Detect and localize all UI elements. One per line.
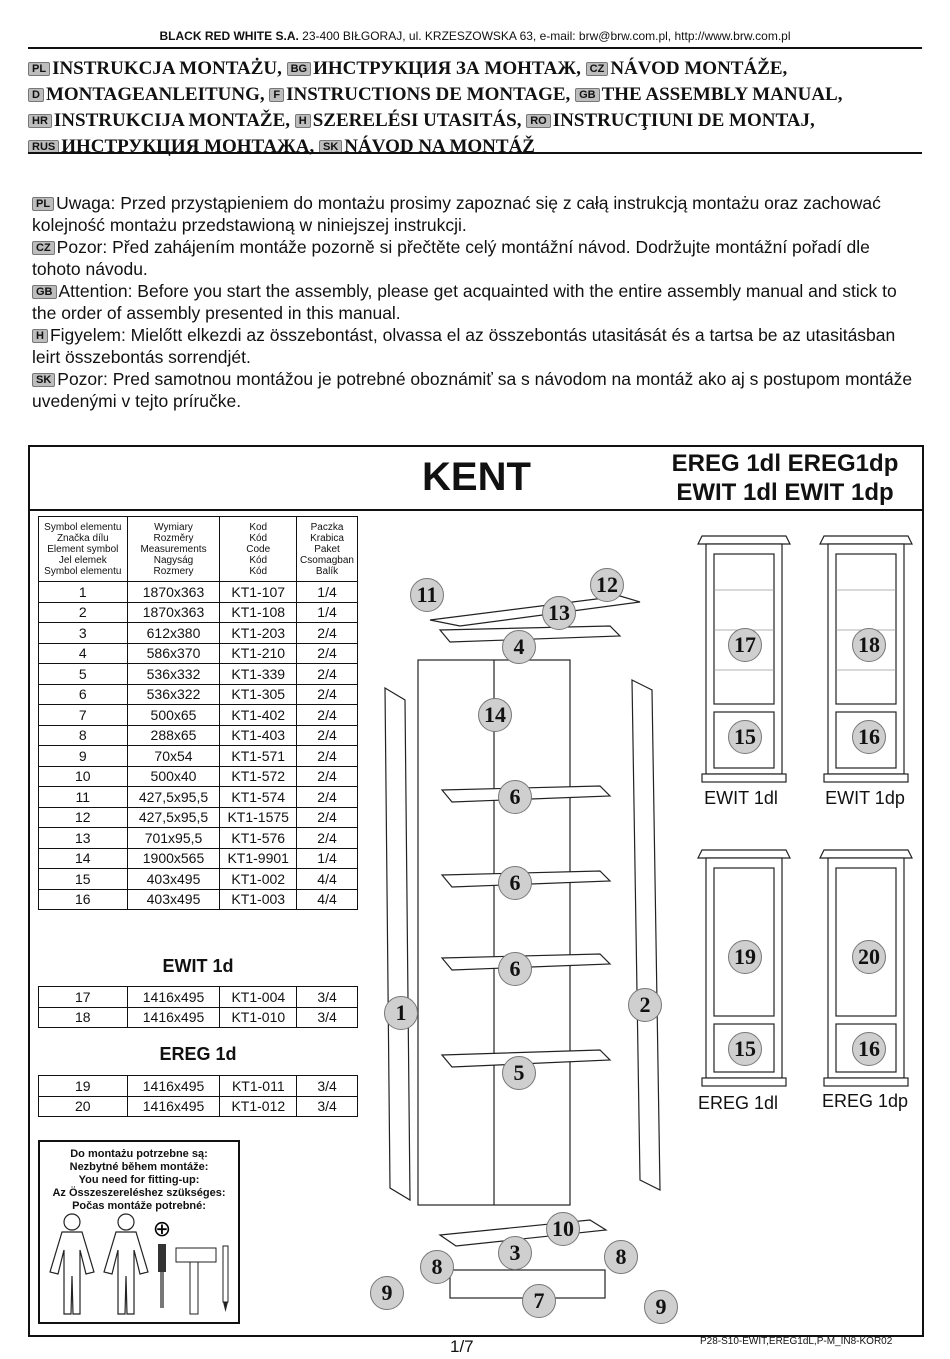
table-cell: 1/4 <box>297 602 358 623</box>
table-cell: KT1-9901 <box>220 848 297 869</box>
diagram-part-label: 3 <box>498 1236 532 1270</box>
table-cell: 288x65 <box>127 725 220 746</box>
frame-divider <box>28 509 922 511</box>
lang-tag: CZ <box>586 62 609 76</box>
parts-table <box>38 516 358 910</box>
diagram-part-label: 7 <box>522 1284 556 1318</box>
variant-label-ereg-dl: EREG 1dl <box>697 1093 779 1113</box>
note-text: Figyelem: Mielőtt elkezdi az összebontást, olvassa el az összebontás utasitását és a tartsa be az utasitásban leirt összebontás sorrendjét. <box>32 325 896 367</box>
table-cell: 2 <box>39 602 128 623</box>
table-cell: 1870x363 <box>127 602 220 623</box>
table-cell: 4 <box>39 643 128 664</box>
note-paragraph <box>32 192 922 236</box>
title-text: INSTRUKCIJA MONTAŽE, <box>53 110 291 131</box>
company-name: BLACK RED WHITE S.A. <box>159 29 299 43</box>
pencil-icon <box>223 1246 228 1312</box>
manual-titles <box>28 56 928 160</box>
diagram-part-label: 4 <box>502 630 536 664</box>
table-cell: 2/4 <box>297 725 358 746</box>
title-line <box>28 108 928 134</box>
note-paragraph <box>32 324 922 368</box>
table-cell: 18 <box>39 1007 128 1028</box>
table-header-cell: Kod Kód Code Kód Kód <box>220 517 297 582</box>
table-cell: KT1-002 <box>220 869 297 890</box>
table-cell: 4/4 <box>297 869 358 890</box>
lang-tag: GB <box>575 88 600 102</box>
exploded-assembly-diagram <box>370 560 690 1320</box>
table-cell: 2/4 <box>297 643 358 664</box>
note-text: Attention: Before you start the assembly, please get acquainted with the entire assembly manual and stick to the order of assembly presented in this manual. <box>32 281 897 323</box>
table-row <box>39 869 358 890</box>
table-row <box>39 582 358 603</box>
page-number: 1/7 <box>450 1337 474 1356</box>
title-text: INSTRUCTIONS DE MONTAGE, <box>286 84 571 105</box>
table-row <box>39 848 358 869</box>
ereg-parts-table <box>38 1075 358 1117</box>
table-cell: KT1-108 <box>220 602 297 623</box>
table-cell: KT1-571 <box>220 746 297 767</box>
table-cell: 3/4 <box>297 1007 358 1028</box>
table-cell: 11 <box>39 787 128 808</box>
table-cell: KT1-403 <box>220 725 297 746</box>
title-text: NÁVOD MONTÁŽE, <box>610 58 788 79</box>
diagram-part-label: 6 <box>498 780 532 814</box>
header-rule-top <box>28 47 922 49</box>
table-row <box>39 987 358 1008</box>
note-paragraph <box>32 368 922 412</box>
lang-tag: SK <box>319 140 342 154</box>
variant-label-ereg-dp: EREG 1dp <box>821 1091 909 1111</box>
table-row <box>39 623 358 644</box>
part-17-label: 17 <box>728 628 762 662</box>
table-cell: 1/4 <box>297 582 358 603</box>
lang-tag: H <box>32 329 48 343</box>
ewit-parts-table <box>38 986 358 1028</box>
table-row <box>39 602 358 623</box>
model-codes <box>650 449 920 507</box>
table-cell: 2/4 <box>297 664 358 685</box>
diagram-part-label: 14 <box>478 698 512 732</box>
table-cell: KT1-1575 <box>220 807 297 828</box>
table-row <box>39 684 358 705</box>
diagram-part-label: 1 <box>384 996 418 1030</box>
note-text: Pozor: Před zahájením montáže pozorně si přečtěte celý montážní návod. Dodržujte montážní pořadí dle tohoto návodu. <box>32 237 870 279</box>
diagram-part-label: 8 <box>420 1250 454 1284</box>
table-cell: 1416x495 <box>127 1096 220 1117</box>
person-icon <box>50 1214 94 1314</box>
crosshead-symbol: ⊕ <box>152 1217 172 1242</box>
table-cell: 13 <box>39 828 128 849</box>
title-text: MONTAGEANLEITUNG, <box>45 84 265 105</box>
diagram-part-label: 12 <box>590 568 624 602</box>
table-cell: 5 <box>39 664 128 685</box>
part-18-label: 18 <box>852 628 886 662</box>
part-16-label-ereg: 16 <box>852 1032 886 1066</box>
diagram-part-label: 9 <box>644 1290 678 1324</box>
table-cell: 70x54 <box>127 746 220 767</box>
table-cell: 3/4 <box>297 987 358 1008</box>
table-cell: KT1-004 <box>220 987 297 1008</box>
diagram-part-label: 10 <box>546 1212 580 1246</box>
table-cell: 2/4 <box>297 705 358 726</box>
table-cell: 2/4 <box>297 787 358 808</box>
lang-tag: D <box>28 88 44 102</box>
title-text: NÁVOD NA MONTÁŽ <box>344 136 535 157</box>
table-row <box>39 746 358 767</box>
table-cell: 586x370 <box>127 643 220 664</box>
table-cell: KT1-203 <box>220 623 297 644</box>
company-address: 23-400 BIŁGORAJ, ul. KRZESZOWSKA 63, e-mail: brw@brw.com.pl, http://www.brw.com.pl <box>302 29 791 43</box>
table-cell: 500x65 <box>127 705 220 726</box>
table-cell: 701x95,5 <box>127 828 220 849</box>
person-icon-2 <box>104 1214 148 1314</box>
table-cell: 3/4 <box>297 1076 358 1097</box>
table-cell: 2/4 <box>297 828 358 849</box>
tools-text: Do montażu potrzebne są: Nezbytné během montáže: You need for fitting-up: Az Összeszereléshez szükséges: Počas montáže potrebné: <box>52 1148 226 1212</box>
part-19-label: 19 <box>728 940 762 974</box>
table-cell: 12 <box>39 807 128 828</box>
diagram-part-label: 6 <box>498 866 532 900</box>
table-cell: KT1-402 <box>220 705 297 726</box>
table-cell: 4/4 <box>297 889 358 910</box>
lang-tag: HR <box>28 114 52 128</box>
diagram-part-label: 9 <box>370 1276 404 1310</box>
diagram-part-label: 11 <box>410 578 444 612</box>
table-cell: KT1-012 <box>220 1096 297 1117</box>
table-cell: 427,5x95,5 <box>127 787 220 808</box>
lang-tag: GB <box>32 285 57 299</box>
table-cell: KT1-107 <box>220 582 297 603</box>
table-row <box>39 664 358 685</box>
table-cell: 10 <box>39 766 128 787</box>
table-cell: 1900x565 <box>127 848 220 869</box>
model-codes-line1: EREG 1dl EREG1dp <box>671 450 899 477</box>
table-row <box>39 1007 358 1028</box>
title-text: INSTRUKCJA MONTAŻU, <box>52 58 282 79</box>
table-cell: KT1-572 <box>220 766 297 787</box>
table-cell: 17 <box>39 987 128 1008</box>
note-paragraph <box>32 280 922 324</box>
part-16-label: 16 <box>852 720 886 754</box>
table-cell: 2/4 <box>297 766 358 787</box>
variant-label-ewit-dp: EWIT 1dp <box>825 788 905 808</box>
parts-table-header <box>39 517 358 582</box>
side-panel-1 <box>385 688 410 1200</box>
lang-tag: RO <box>526 114 551 128</box>
diagram-part-label: 2 <box>628 988 662 1022</box>
table-row <box>39 889 358 910</box>
part-15-label: 15 <box>728 720 762 754</box>
lang-tag: H <box>295 114 311 128</box>
part-20-label: 20 <box>852 940 886 974</box>
table-cell: 16 <box>39 889 128 910</box>
title-line <box>28 56 928 82</box>
table-cell: 612x380 <box>127 623 220 644</box>
ewit-table-title: EWIT 1d <box>162 956 234 976</box>
table-cell: 1 <box>39 582 128 603</box>
table-header-cell: Symbol elementu Značka dílu Element symbol Jel elemek Symbol elementu <box>39 517 128 582</box>
lang-tag: CZ <box>32 241 55 255</box>
title-text: INSTRUCŢIUNI DE MONTAJ, <box>552 110 815 131</box>
table-cell: 20 <box>39 1096 128 1117</box>
title-text: THE ASSEMBLY MANUAL, <box>601 84 843 105</box>
table-header-cell: Paczka Krabica Paket Csomagban Balík <box>297 517 358 582</box>
table-cell: 2/4 <box>297 684 358 705</box>
table-cell: 8 <box>39 725 128 746</box>
table-cell: KT1-210 <box>220 643 297 664</box>
table-cell: 2/4 <box>297 623 358 644</box>
table-cell: 19 <box>39 1076 128 1097</box>
title-line <box>28 134 928 160</box>
ereg-table-title: EREG 1d <box>159 1044 237 1064</box>
diagram-part-label: 5 <box>502 1056 536 1090</box>
table-cell: 6 <box>39 684 128 705</box>
side-panel-2 <box>632 680 660 1190</box>
title-text: ИНСТРУКЦИЯ МОНТАЖА, <box>61 136 315 157</box>
table-cell: 2/4 <box>297 746 358 767</box>
table-row <box>39 1096 358 1117</box>
lang-tag: BG <box>287 62 312 76</box>
table-cell: KT1-339 <box>220 664 297 685</box>
table-cell: 1416x495 <box>127 1007 220 1028</box>
lang-tag: PL <box>28 62 50 76</box>
table-cell: 536x332 <box>127 664 220 685</box>
title-text: ИНСТРУКЦИЯ ЗА МОНТАЖ, <box>313 58 581 79</box>
table-cell: KT1-305 <box>220 684 297 705</box>
product-name: KENT <box>422 455 531 499</box>
note-text: Pozor: Pred samotnou montážou je potrebné oboznámiť sa s návodom na montáž ako aj s postupom montáže uvedenými v tejto príručke. <box>32 369 913 411</box>
table-row <box>39 725 358 746</box>
table-cell: 1/4 <box>297 848 358 869</box>
table-cell: 427,5x95,5 <box>127 807 220 828</box>
table-cell: 500x40 <box>127 766 220 787</box>
table-row <box>39 643 358 664</box>
table-cell: 15 <box>39 869 128 890</box>
diagram-part-label: 6 <box>498 952 532 986</box>
header-rule-bottom <box>28 152 922 154</box>
table-row <box>39 787 358 808</box>
document-code: P28-S10-EWIT,EREG1dL,P-M_IN8-KOR02 <box>700 1336 893 1347</box>
table-cell: KT1-576 <box>220 828 297 849</box>
table-cell: 7 <box>39 705 128 726</box>
table-header-cell: Wymiary Rozměry Measurements Nagyság Rozmery <box>127 517 220 582</box>
diagram-part-label: 13 <box>542 596 576 630</box>
lang-tag: PL <box>32 197 54 211</box>
table-cell: KT1-011 <box>220 1076 297 1097</box>
table-cell: 1870x363 <box>127 582 220 603</box>
lang-tag: F <box>269 88 284 102</box>
hammer-icon <box>176 1248 216 1314</box>
table-row <box>39 705 358 726</box>
cabinet-variants <box>694 530 924 1090</box>
table-cell: 403x495 <box>127 889 220 910</box>
note-paragraph <box>32 236 922 280</box>
assembly-notes <box>32 192 922 412</box>
table-cell: 3/4 <box>297 1096 358 1117</box>
lang-tag: SK <box>32 373 55 387</box>
table-cell: 1416x495 <box>127 987 220 1008</box>
table-cell: 3 <box>39 623 128 644</box>
table-cell: 9 <box>39 746 128 767</box>
table-cell: KT1-010 <box>220 1007 297 1028</box>
table-cell: 403x495 <box>127 869 220 890</box>
title-line <box>28 82 928 108</box>
diagram-part-label: 8 <box>604 1240 638 1274</box>
table-cell: 1416x495 <box>127 1076 220 1097</box>
lang-tag: RUS <box>28 140 59 154</box>
screwdriver-icon <box>158 1244 166 1308</box>
table-cell: 536x322 <box>127 684 220 705</box>
table-row <box>39 807 358 828</box>
part-15-label-ereg: 15 <box>728 1032 762 1066</box>
tools-box <box>38 1140 240 1324</box>
table-row <box>39 828 358 849</box>
company-header <box>0 29 950 43</box>
table-cell: KT1-003 <box>220 889 297 910</box>
variant-label-ewit-dl: EWIT 1dl <box>704 788 778 808</box>
title-text: SZERELÉSI UTASITÁS, <box>312 110 522 131</box>
tools-illustration <box>40 1210 238 1320</box>
table-cell: 14 <box>39 848 128 869</box>
table-row <box>39 766 358 787</box>
model-codes-line2: EWIT 1dl EWIT 1dp <box>676 479 894 506</box>
table-cell: KT1-574 <box>220 787 297 808</box>
table-cell: 2/4 <box>297 807 358 828</box>
table-row <box>39 1076 358 1097</box>
note-text: Uwaga: Przed przystąpieniem do montażu prosimy zapoznać się z całą instrukcją montażu oraz zachować kolejność montażu przedstawioną w niniejszej instrukcji. <box>32 193 881 235</box>
